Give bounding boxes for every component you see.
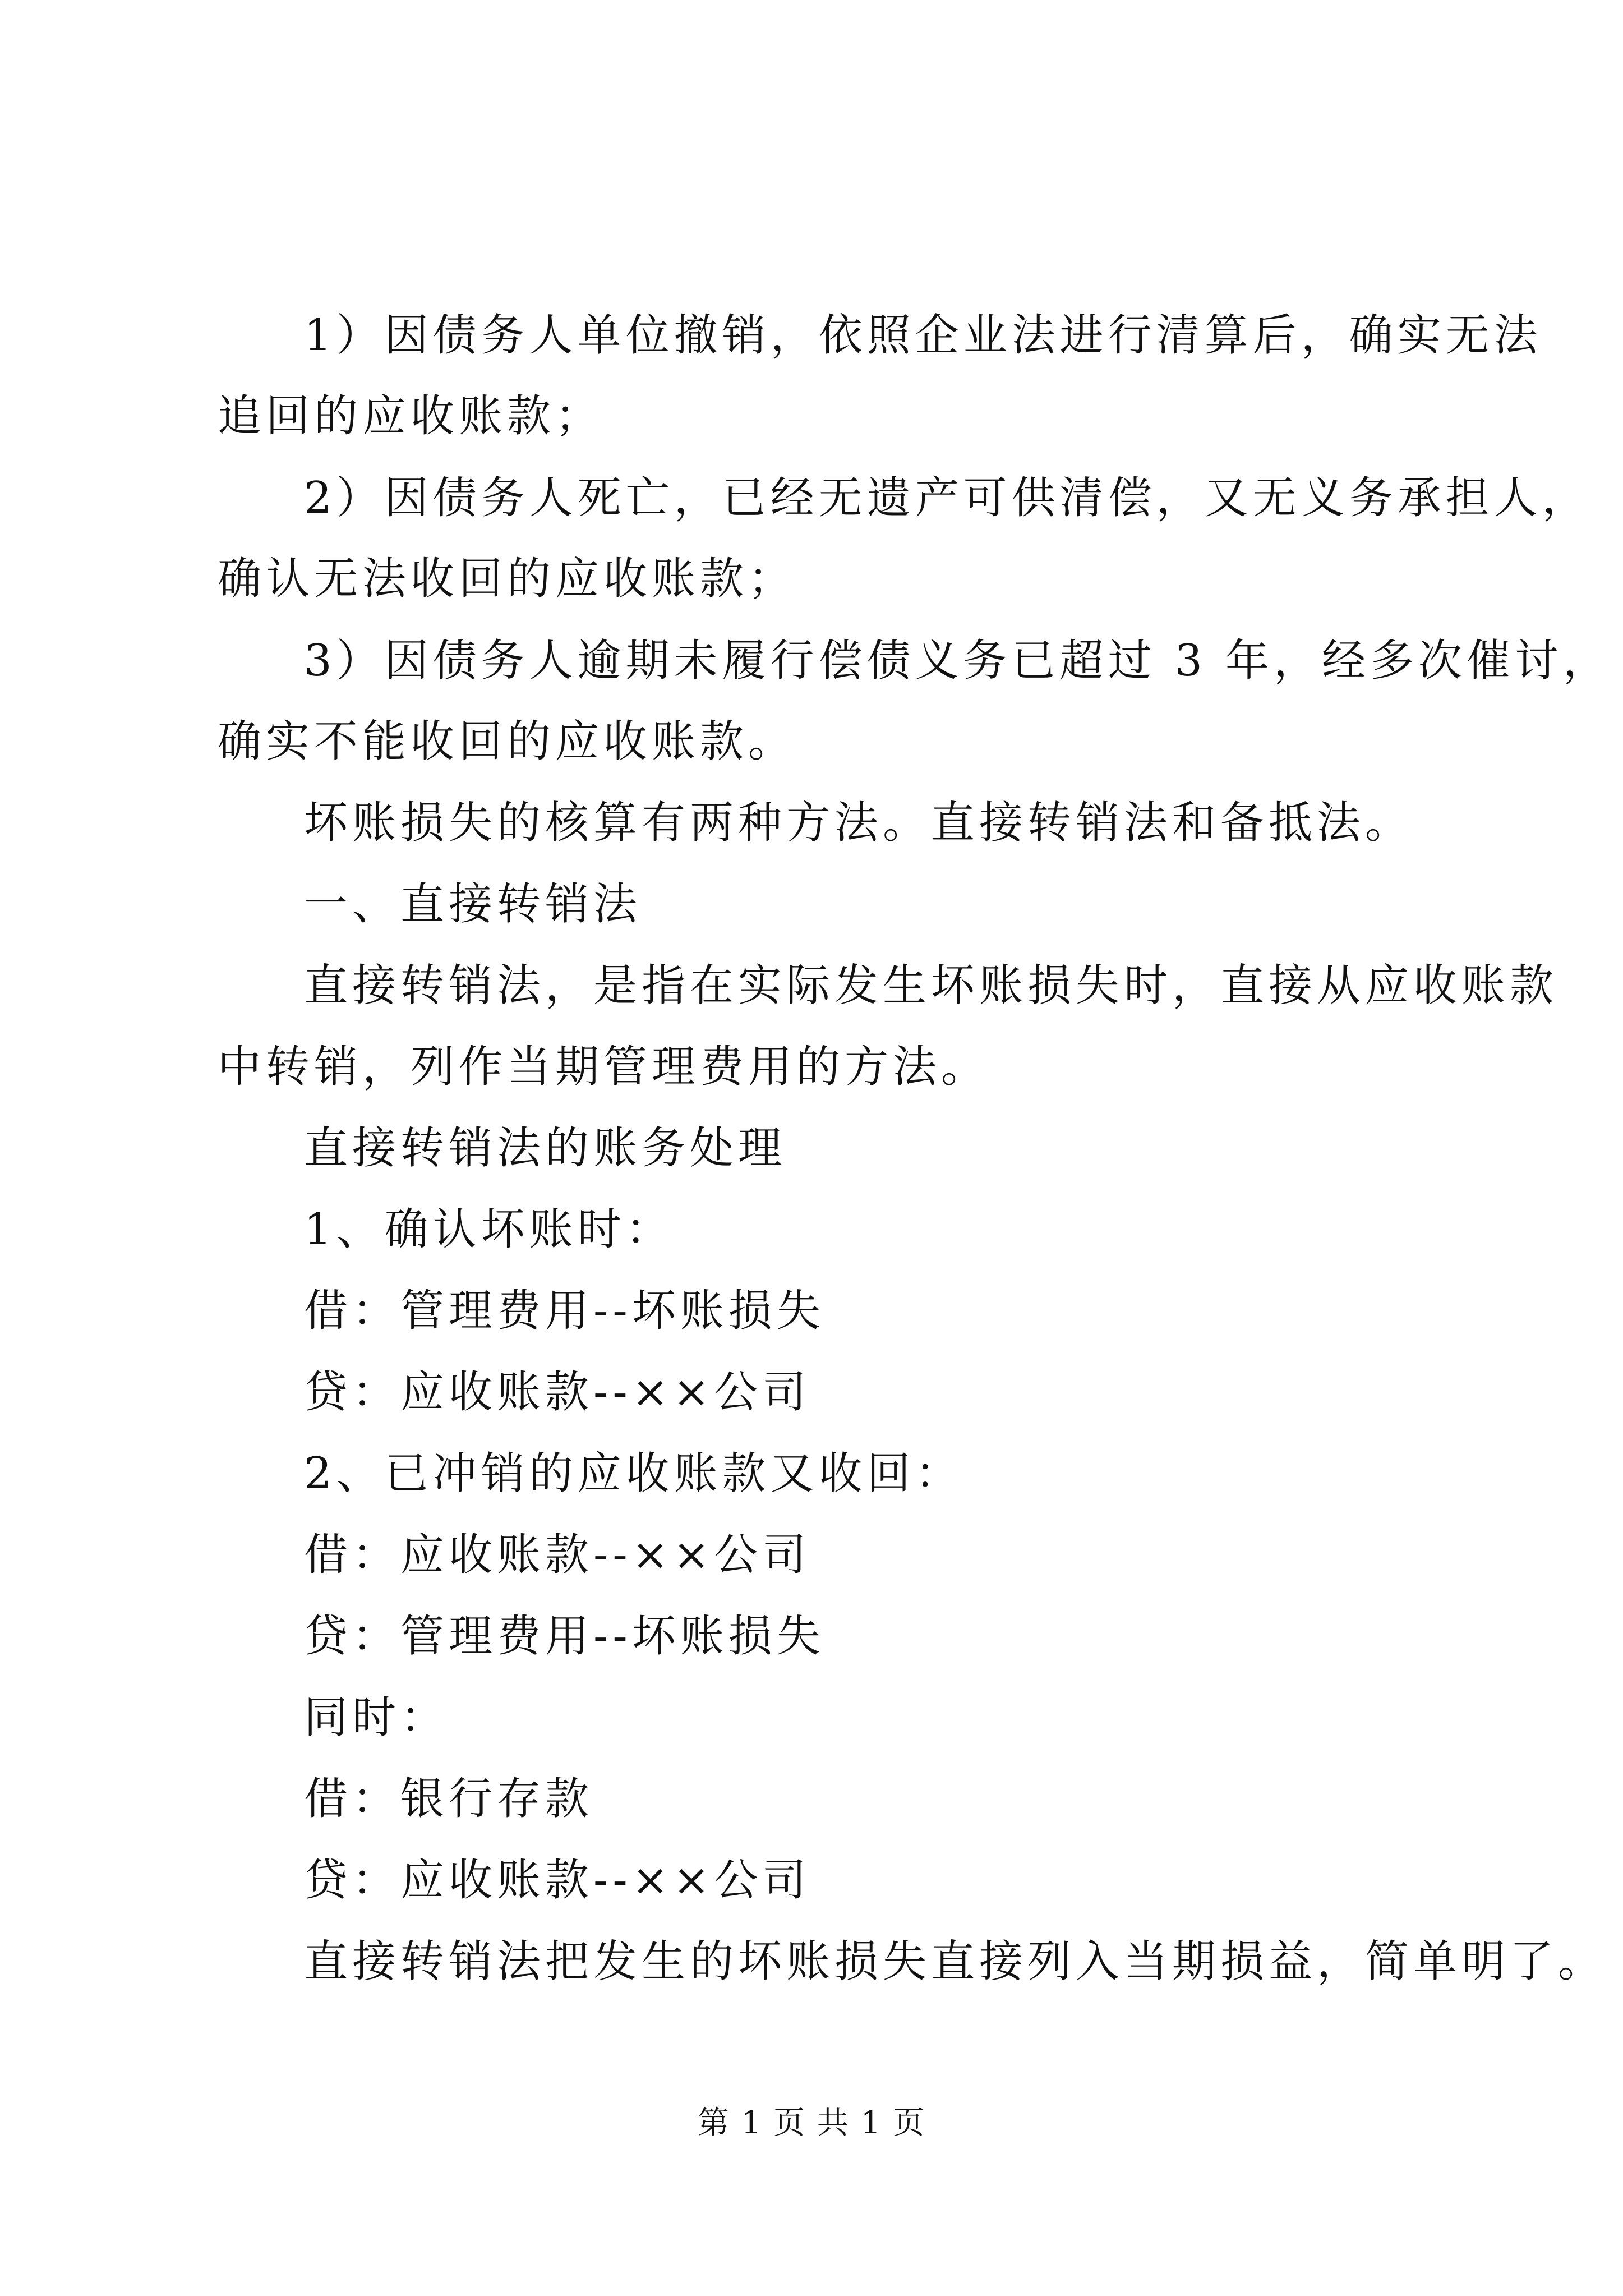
paragraph-line: 直接转销法把发生的坏账损失直接列入当期损益，简单明了。 [304, 1936, 1607, 1987]
journal-entry-line: 贷：管理费用--坏账损失 [304, 1611, 825, 1662]
journal-entry-line: 借：管理费用--坏账损失 [304, 1286, 825, 1336]
paragraph-line: 中转销，列作当期管理费用的方法。 [218, 1042, 990, 1092]
paragraph-line: 1、确认坏账时： [304, 1204, 674, 1255]
paragraph-line: 直接转销法的账务处理 [304, 1123, 787, 1174]
journal-entry-line: 贷：应收账款--××公司 [304, 1855, 811, 1906]
paragraph-line: 3）因债务人逾期未履行偿债义务已超过 3 年，经多次催讨， [304, 636, 1611, 686]
paragraph-line: 追回的应收账款； [218, 391, 604, 441]
page-footer: 第 1 页 共 1 页 [697, 2105, 926, 2141]
journal-entry-line: 借：应收账款--××公司 [304, 1530, 811, 1580]
paragraph-line: 1）因债务人单位撤销，依照企业法进行清算后，确实无法 [304, 310, 1542, 361]
paragraph-line: 坏账损失的核算有两种方法。直接转销法和备抵法。 [304, 798, 1414, 848]
paragraph-line: 直接转销法，是指在实际发生坏账损失时，直接从应收账款 [304, 960, 1559, 1011]
paragraph-line: 确认无法收回的应收账款； [218, 554, 797, 604]
paragraph-line: 2、已冲销的应收账款又收回： [304, 1448, 963, 1499]
paragraph-line: 2）因债务人死亡，已经无遗产可供清偿，又无义务承担人， [304, 473, 1590, 523]
journal-entry-line: 贷：应收账款--××公司 [304, 1367, 811, 1418]
section-heading: 一、直接转销法 [304, 879, 642, 930]
paragraph-line: 确实不能收回的应收账款。 [218, 716, 797, 767]
journal-entry-line: 借：银行存款 [304, 1774, 594, 1824]
paragraph-line: 同时： [304, 1692, 449, 1743]
